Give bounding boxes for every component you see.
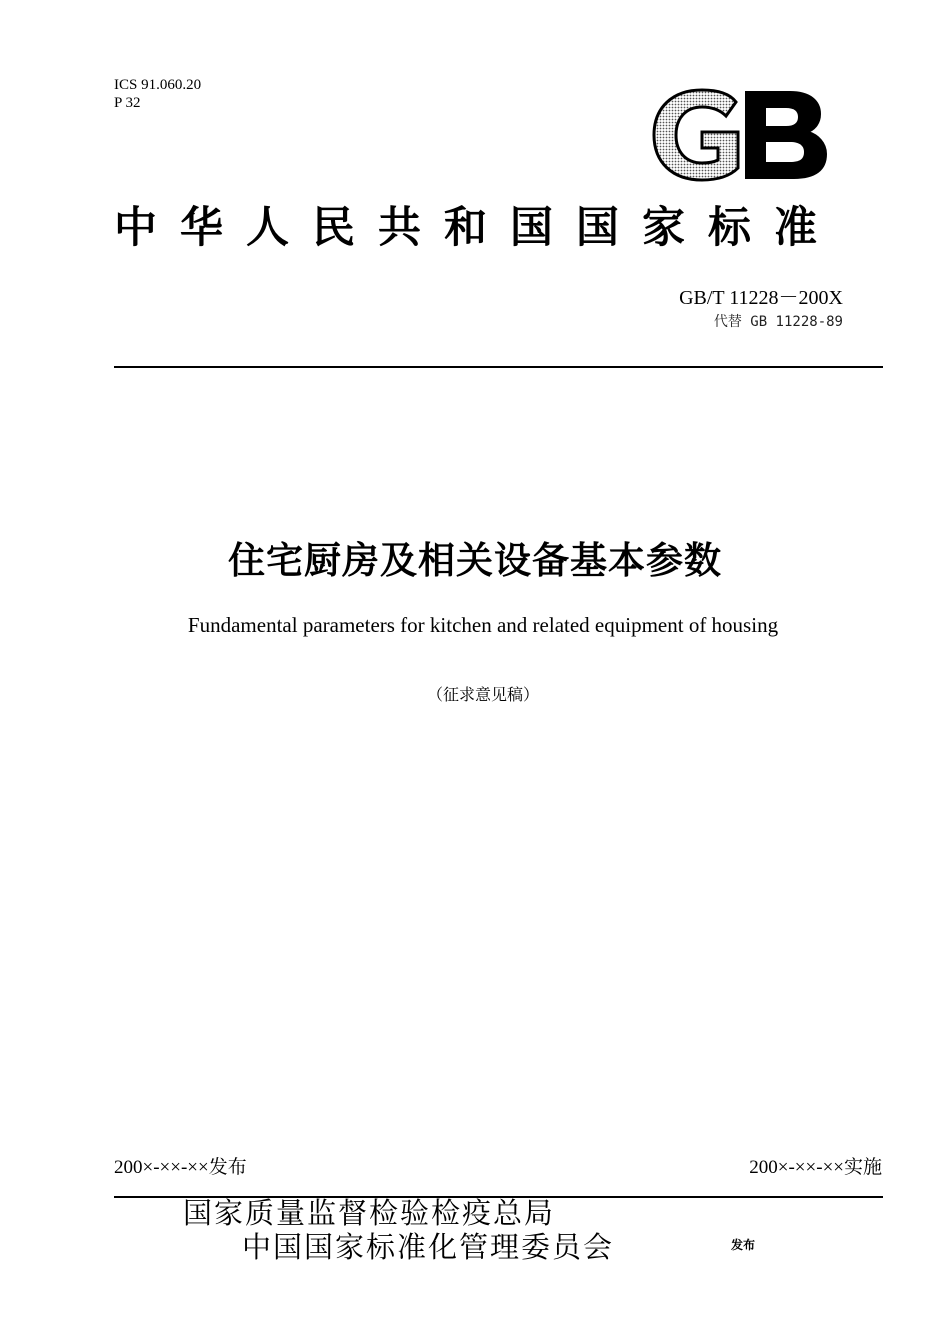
standard-number: GB/T 11228－200X: [679, 287, 843, 309]
implementation-date: 200×-××-××实施: [749, 1157, 882, 1178]
replaces-standard: 代替 GB 11228-89: [713, 314, 843, 330]
document-title-english: Fundamental parameters for kitchen and related equipment of housing: [187, 613, 779, 637]
document-title-chinese: 住宅厨房及相关设备基本参数: [228, 539, 722, 582]
issue-date: 200×-××-××发布: [114, 1157, 247, 1178]
classification-code: P 32: [114, 95, 141, 111]
issuer-line-2: 中国国家标准化管理委员会: [242, 1230, 615, 1264]
gb-logo-icon: [650, 88, 830, 182]
gb-logo: [650, 88, 830, 182]
masthead-title: 中华人民共和国国家标准: [114, 203, 840, 253]
draft-status: （征求意见稿）: [426, 685, 539, 704]
publish-tag: 发布: [731, 1238, 756, 1252]
ics-code: ICS 91.060.20: [114, 77, 202, 93]
issuer-line-1: 国家质量监督检验检疫总局: [183, 1196, 556, 1230]
classification-codes: [114, 76, 201, 112]
header-divider: [114, 366, 883, 368]
